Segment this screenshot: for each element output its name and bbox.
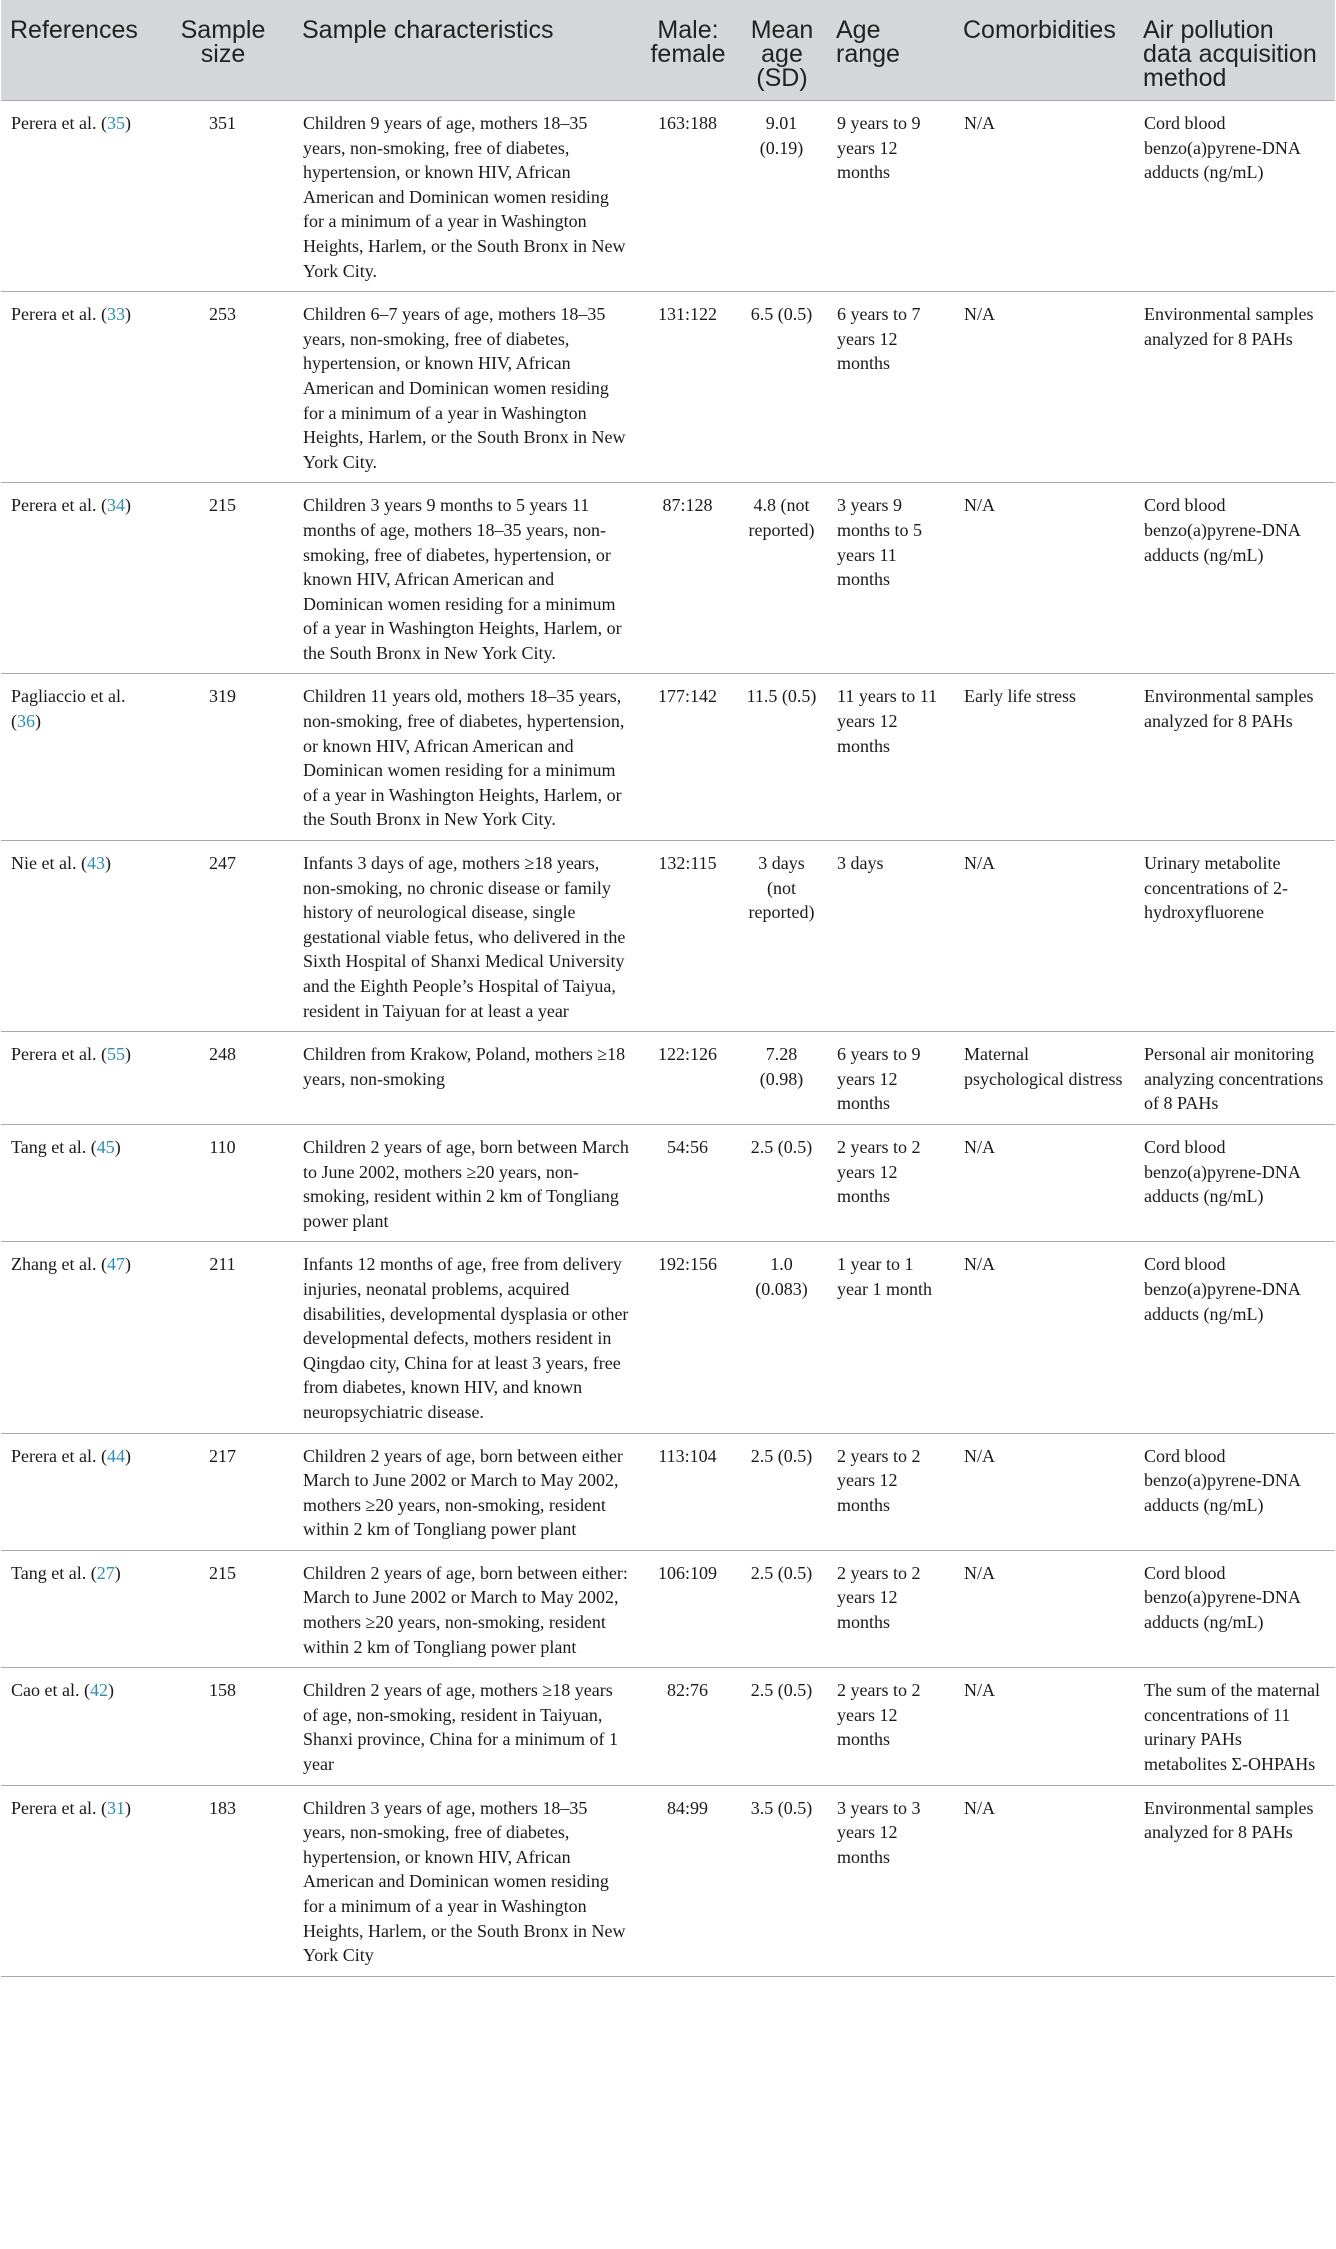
- sample-size-cell: 211: [151, 1242, 293, 1433]
- age-range-cell: 2 years to 2 years 12 months: [827, 1550, 954, 1667]
- sample-size-cell: 215: [151, 1550, 293, 1667]
- reference-link[interactable]: 45: [96, 1136, 115, 1157]
- method-cell: Cord blood benzo(a)pyrene-DNA adducts (ng/mL): [1134, 1242, 1335, 1433]
- header-references: References: [1, 0, 151, 101]
- header-method: Air pollution data acquisition method: [1134, 0, 1335, 101]
- characteristics-cell: Children 3 years 9 months to 5 years 11 months of age, mothers 18–35 years, non-smoking, free of diabetes, hypertension, or known HIV, African American and Dominican women residing for a minimum of a year in Washington Heights, Harlem, or the South Bronx in New York City.: [293, 483, 639, 674]
- mean-age-cell: 3 days (not reported): [735, 841, 827, 1032]
- mean-age-cell: 2.5 (0.5): [735, 1668, 827, 1785]
- reference-link[interactable]: 27: [96, 1562, 115, 1583]
- table-row: [1, 1032, 1335, 1125]
- method-cell: Urinary metabolite concentrations of 2-hydroxyfluorene: [1134, 841, 1335, 1032]
- characteristics-cell: Children 2 years of age, born between March to June 2002, mothers ≥20 years, non-smoking, resident within 2 km of Tongliang power plant: [293, 1124, 639, 1241]
- reference-link[interactable]: 42: [89, 1680, 108, 1701]
- comorbidities-cell: N/A: [954, 1785, 1134, 1976]
- reference-link[interactable]: 43: [86, 853, 105, 874]
- comorbidities-cell: Maternal psychological distress: [954, 1032, 1134, 1125]
- mean-age-cell: 1.0 (0.083): [735, 1242, 827, 1433]
- table-row: [1, 292, 1335, 483]
- method-cell: Environmental samples analyzed for 8 PAHs: [1134, 1785, 1335, 1976]
- sample-size-cell: 248: [151, 1032, 293, 1125]
- comorbidities-cell: Early life stress: [954, 674, 1134, 841]
- male-female-cell: 54:56: [639, 1124, 735, 1241]
- mean-age-cell: 4.8 (not reported): [735, 483, 827, 674]
- male-female-cell: 177:142: [639, 674, 735, 841]
- sample-size-cell: 247: [151, 841, 293, 1032]
- age-range-cell: 2 years to 2 years 12 months: [827, 1124, 954, 1241]
- mean-age-cell: 2.5 (0.5): [735, 1124, 827, 1241]
- sample-size-cell: 351: [151, 101, 293, 292]
- reference-author: Tang et al.: [11, 1562, 87, 1583]
- male-female-cell: 82:76: [639, 1668, 735, 1785]
- reference-cell: Tang et al. (27): [1, 1550, 151, 1667]
- reference-cell: Perera et al. (31): [1, 1785, 151, 1976]
- comorbidities-cell: N/A: [954, 1550, 1134, 1667]
- reference-link[interactable]: 34: [106, 495, 125, 516]
- reference-cell: Perera et al. (34): [1, 483, 151, 674]
- table-row: [1, 1124, 1335, 1241]
- male-female-cell: 106:109: [639, 1550, 735, 1667]
- method-cell: Environmental samples analyzed for 8 PAHs: [1134, 292, 1335, 483]
- method-cell: Personal air monitoring analyzing concentrations of 8 PAHs: [1134, 1032, 1335, 1125]
- age-range-cell: 6 years to 7 years 12 months: [827, 292, 954, 483]
- method-cell: Environmental samples analyzed for 8 PAHs: [1134, 674, 1335, 841]
- characteristics-cell: Children 9 years of age, mothers 18–35 years, non-smoking, free of diabetes, hypertension, or known HIV, African American and Dominican women residing for a minimum of a year in Washington Heights, Harlem, or the South Bronx in New York City.: [293, 101, 639, 292]
- comorbidities-cell: N/A: [954, 1242, 1134, 1433]
- table-row: [1, 1668, 1335, 1785]
- characteristics-cell: Children 2 years of age, mothers ≥18 years of age, non-smoking, resident in Taiyuan, Shanxi province, China for a minimum of 1 year: [293, 1668, 639, 1785]
- table-row: [1, 674, 1335, 841]
- reference-author: Cao et al.: [11, 1680, 80, 1701]
- reference-cell: Perera et al. (35): [1, 101, 151, 292]
- sample-size-cell: 215: [151, 483, 293, 674]
- mean-age-cell: 2.5 (0.5): [735, 1433, 827, 1550]
- header-sample-characteristics: Sample characteristics: [293, 0, 639, 101]
- method-cell: Cord blood benzo(a)pyrene-DNA adducts (ng/mL): [1134, 1550, 1335, 1667]
- comorbidities-cell: N/A: [954, 483, 1134, 674]
- age-range-cell: 3 days: [827, 841, 954, 1032]
- comorbidities-cell: N/A: [954, 292, 1134, 483]
- reference-author: Nie et al.: [11, 853, 77, 874]
- reference-cell: Perera et al. (55): [1, 1032, 151, 1125]
- table-row: [1, 101, 1335, 292]
- reference-cell: Perera et al. (44): [1, 1433, 151, 1550]
- comorbidities-cell: N/A: [954, 841, 1134, 1032]
- reference-author: Perera et al.: [11, 113, 97, 133]
- reference-author: Perera et al.: [11, 1797, 97, 1818]
- comorbidities-cell: N/A: [954, 1433, 1134, 1550]
- sample-size-cell: 158: [151, 1668, 293, 1785]
- header-comorbidities: Comorbidities: [954, 0, 1134, 101]
- table-row: [1, 1242, 1335, 1433]
- header-sample-size: Sample size: [151, 0, 293, 101]
- reference-link[interactable]: 35: [106, 113, 125, 133]
- table-row: [1, 1785, 1335, 1976]
- characteristics-cell: Infants 12 months of age, free from delivery injuries, neonatal problems, acquired disabilities, developmental dysplasia or other developmental defects, mothers resident in Qingdao city, China for at least 3 years, free from diabetes, known HIV, and known neuropsychiatric disease.: [293, 1242, 639, 1433]
- male-female-cell: 131:122: [639, 292, 735, 483]
- reference-author: Perera et al.: [11, 495, 97, 516]
- sample-size-cell: 110: [151, 1124, 293, 1241]
- age-range-cell: 2 years to 2 years 12 months: [827, 1433, 954, 1550]
- reference-author: Zhang et al.: [11, 1254, 97, 1275]
- male-female-cell: 87:128: [639, 483, 735, 674]
- male-female-cell: 122:126: [639, 1032, 735, 1125]
- table-row: [1, 483, 1335, 674]
- age-range-cell: 1 year to 1 year 1 month: [827, 1242, 954, 1433]
- reference-link[interactable]: 55: [106, 1044, 125, 1065]
- reference-cell: Tang et al. (45): [1, 1124, 151, 1241]
- characteristics-cell: Infants 3 days of age, mothers ≥18 years, non-smoking, no chronic disease or family history of neurological disease, single gestational viable fetus, who delivered in the Sixth Hospital of Shanxi Medical University and the Eighth People’s Hospital of Taiyua, resident in Taiyuan for at least a year: [293, 841, 639, 1032]
- header-male-female: Male: female: [639, 0, 735, 101]
- reference-cell: Cao et al. (42): [1, 1668, 151, 1785]
- mean-age-cell: 9.01 (0.19): [735, 101, 827, 292]
- table-row: [1, 841, 1335, 1032]
- header-age-range: Age range: [827, 0, 954, 101]
- comorbidities-cell: N/A: [954, 1124, 1134, 1241]
- header-row: [1, 0, 1335, 101]
- age-range-cell: 9 years to 9 years 12 months: [827, 101, 954, 292]
- characteristics-cell: Children from Krakow, Poland, mothers ≥18 years, non-smoking: [293, 1032, 639, 1125]
- age-range-cell: 3 years 9 months to 5 years 11 months: [827, 483, 954, 674]
- reference-cell: Pagliaccio et al. (36): [1, 674, 151, 841]
- age-range-cell: 11 years to 11 years 12 months: [827, 674, 954, 841]
- male-female-cell: 132:115: [639, 841, 735, 1032]
- reference-link[interactable]: 36: [17, 711, 35, 732]
- comorbidities-cell: N/A: [954, 1668, 1134, 1785]
- reference-link[interactable]: 44: [106, 1445, 125, 1466]
- characteristics-cell: Children 11 years old, mothers 18–35 years, non-smoking, free of diabetes, hypertension, or known HIV, African American and Dominican women residing for a minimum of a year in Washington Heights, Harlem, or the South Bronx in New York City.: [293, 674, 639, 841]
- method-cell: Cord blood benzo(a)pyrene-DNA adducts (ng/mL): [1134, 483, 1335, 674]
- male-female-cell: 113:104: [639, 1433, 735, 1550]
- reference-link[interactable]: 47: [106, 1254, 125, 1275]
- age-range-cell: 2 years to 2 years 12 months: [827, 1668, 954, 1785]
- method-cell: Cord blood benzo(a)pyrene-DNA adducts (ng/mL): [1134, 1433, 1335, 1550]
- characteristics-cell: Children 2 years of age, born between either March to June 2002 or March to May 2002, mothers ≥20 years, non-smoking, resident within 2 km of Tongliang power plant: [293, 1433, 639, 1550]
- sample-size-cell: 217: [151, 1433, 293, 1550]
- male-female-cell: 192:156: [639, 1242, 735, 1433]
- sample-size-cell: 319: [151, 674, 293, 841]
- age-range-cell: 6 years to 9 years 12 months: [827, 1032, 954, 1125]
- table-row: [1, 1433, 1335, 1550]
- mean-age-cell: 6.5 (0.5): [735, 292, 827, 483]
- age-range-cell: 3 years to 3 years 12 months: [827, 1785, 954, 1976]
- table-body: [1, 101, 1335, 1977]
- reference-link[interactable]: 33: [106, 304, 125, 325]
- reference-author: Perera et al.: [11, 1445, 97, 1466]
- reference-cell: Perera et al. (33): [1, 292, 151, 483]
- sample-size-cell: 253: [151, 292, 293, 483]
- mean-age-cell: 11.5 (0.5): [735, 674, 827, 841]
- method-cell: Cord blood benzo(a)pyrene-DNA adducts (ng/mL): [1134, 101, 1335, 292]
- reference-author: Tang et al.: [11, 1136, 87, 1157]
- characteristics-cell: Children 6–7 years of age, mothers 18–35 years, non-smoking, free of diabetes, hypertension, or known HIV, African American and Dominican women residing for a minimum of a year in Washington Heights, Harlem, or the South Bronx in New York City.: [293, 292, 639, 483]
- characteristics-cell: Children 2 years of age, born between either: March to June 2002 or March to May 2002, mothers ≥20 years, non-smoking, resident within 2 km of Tongliang power plant: [293, 1550, 639, 1667]
- comorbidities-cell: N/A: [954, 101, 1134, 292]
- reference-author: Perera et al.: [11, 1044, 97, 1065]
- reference-author: Perera et al.: [11, 304, 97, 325]
- mean-age-cell: 3.5 (0.5): [735, 1785, 827, 1976]
- method-cell: The sum of the maternal concentrations of 11 urinary PAHs metabolites Σ-OHPAHs: [1134, 1668, 1335, 1785]
- table-row: [1, 1550, 1335, 1667]
- male-female-cell: 84:99: [639, 1785, 735, 1976]
- reference-cell: Zhang et al. (47): [1, 1242, 151, 1433]
- mean-age-cell: 2.5 (0.5): [735, 1550, 827, 1667]
- header-mean-age: Mean age (SD): [735, 0, 827, 101]
- studies-table: [1, 0, 1335, 1977]
- mean-age-cell: 7.28 (0.98): [735, 1032, 827, 1125]
- reference-author: Pagliaccio et al.: [11, 686, 126, 707]
- method-cell: Cord blood benzo(a)pyrene-DNA adducts (ng/mL): [1134, 1124, 1335, 1241]
- reference-link[interactable]: 31: [106, 1797, 125, 1818]
- sample-size-cell: 183: [151, 1785, 293, 1976]
- reference-cell: Nie et al. (43): [1, 841, 151, 1032]
- male-female-cell: 163:188: [639, 101, 735, 292]
- characteristics-cell: Children 3 years of age, mothers 18–35 years, non-smoking, free of diabetes, hypertension, or known HIV, African American and Dominican women residing for a minimum of a year in Washington Heights, Harlem, or the South Bronx in New York City: [293, 1785, 639, 1976]
